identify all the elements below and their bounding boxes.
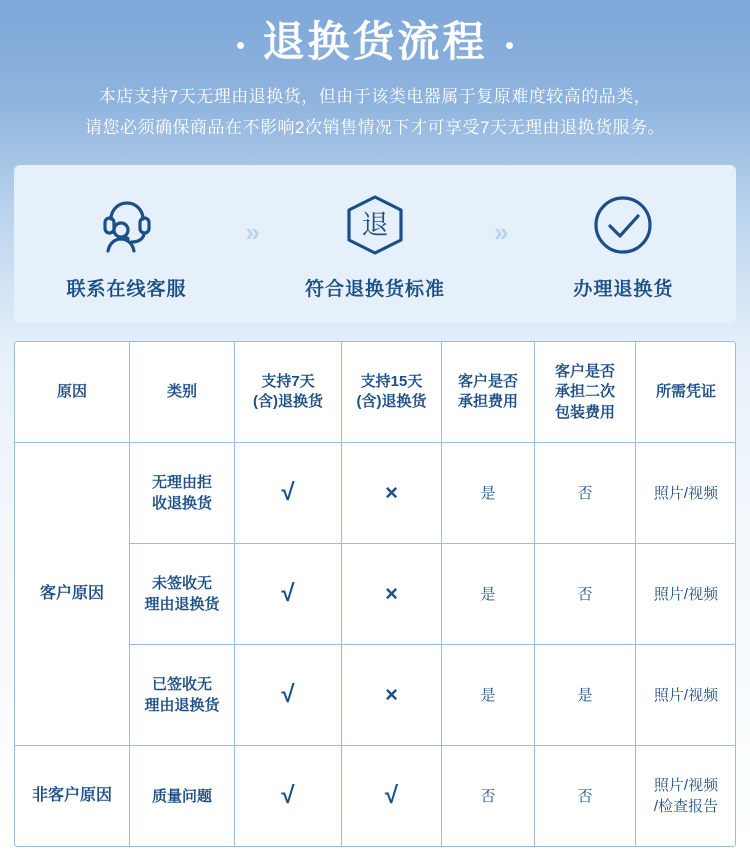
flow-step-label: 办理退换货 — [573, 278, 674, 300]
table-row — [15, 443, 736, 544]
flow-arrow-1: » — [245, 216, 256, 247]
cell-category-line2: 理由退换货 — [144, 697, 220, 715]
cell-support-7day: √ — [235, 645, 342, 746]
cell-customer-fee: 是 — [442, 443, 535, 544]
subtitle-line-2: 请您必须确保商品在不影响2次销售情况下才可享受7天无理由退换货服务。 — [85, 117, 665, 137]
col-header-repack-fee-line2: 承担二次 — [554, 383, 615, 401]
cell-required-proof-line1: 照片/视频 — [653, 686, 719, 704]
flow-step-label: 联系在线客服 — [66, 278, 187, 300]
flow-step-label: 符合退换货标准 — [304, 278, 445, 300]
page-title: 退换货流程 — [262, 18, 488, 65]
cell-category — [130, 645, 235, 746]
table-header-row — [15, 342, 736, 443]
cell-support-15day: × — [342, 645, 442, 746]
headset-support-icon — [91, 188, 163, 262]
cell-category-line1: 质量问题 — [151, 787, 212, 805]
cell-required-proof-line1: 照片/视频 — [653, 585, 719, 603]
cell-category-line2: 收退换货 — [151, 495, 212, 513]
flow-arrow-2: » — [493, 216, 505, 247]
cell-required-proof — [636, 645, 737, 746]
cell-support-7day: √ — [235, 544, 342, 645]
page-header — [0, 0, 750, 143]
title-dot-right — [506, 42, 513, 49]
cell-repack-fee: 否 — [535, 746, 636, 847]
check-circle-icon — [587, 188, 659, 262]
svg-text:退: 退 — [361, 209, 389, 240]
cell-support-15day: √ — [342, 746, 442, 847]
cell-customer-fee: 是 — [442, 645, 535, 746]
subtitle-line-1: 本店支持7天无理由退换货，但由于该类电器属于复原难度较高的品类， — [98, 87, 652, 107]
cell-customer-fee: 否 — [442, 746, 535, 847]
return-policy-table-wrapper — [14, 341, 736, 847]
col-header-support-15day — [342, 342, 442, 443]
flow-step-meet-standard — [285, 188, 465, 301]
cell-reason-customer: 客户原因 — [15, 443, 130, 746]
col-header-repack-fee-line3: 包装费用 — [554, 403, 615, 421]
cell-required-proof — [636, 443, 737, 544]
cell-support-7day: √ — [235, 746, 342, 847]
col-header-repack-fee — [535, 342, 636, 443]
col-header-category-line1: 类别 — [166, 383, 197, 401]
cell-support-7day: √ — [235, 443, 342, 544]
cell-required-proof — [636, 544, 737, 645]
cell-customer-fee: 是 — [442, 544, 535, 645]
page-subtitle — [0, 82, 750, 143]
cell-repack-fee: 否 — [535, 443, 636, 544]
title-dot-left — [237, 42, 244, 49]
cell-category-line1: 已签收无 — [151, 676, 212, 694]
cell-category-line1: 无理由拒 — [151, 474, 212, 492]
col-header-category — [130, 342, 235, 443]
cell-repack-fee: 是 — [535, 645, 636, 746]
col-header-customer-fee-line1: 客户是否 — [457, 373, 518, 391]
col-header-support-7day — [235, 342, 342, 443]
col-header-repack-fee-line1: 客户是否 — [554, 363, 615, 381]
col-header-support-7day-line2: (含)退换货 — [253, 393, 323, 411]
cell-required-proof-line1: 照片/视频 — [653, 777, 719, 795]
return-hexagon-icon — [339, 188, 411, 262]
flow-step-process-return — [533, 188, 713, 301]
cell-category-line1: 未签收无 — [151, 575, 212, 593]
title-row — [0, 18, 750, 66]
col-header-support-7day-line1: 支持7天 — [261, 373, 315, 391]
flow-panel — [14, 165, 736, 323]
col-header-reason-line1: 原因 — [56, 383, 87, 401]
return-policy-table — [15, 342, 736, 846]
cell-required-proof-line2: /检查报告 — [653, 798, 719, 816]
cell-reason-non-customer: 非客户原因 — [15, 746, 130, 847]
col-header-required-proof-line1: 所需凭证 — [655, 383, 716, 401]
cell-category — [130, 544, 235, 645]
col-header-support-15day-line1: 支持15天 — [360, 373, 423, 391]
col-header-support-15day-line2: (含)退换货 — [356, 393, 427, 411]
cell-support-15day: × — [342, 443, 442, 544]
col-header-customer-fee-line2: 承担费用 — [457, 393, 518, 411]
cell-support-15day: × — [342, 544, 442, 645]
cell-repack-fee: 否 — [535, 544, 636, 645]
cell-category — [130, 746, 235, 847]
cell-required-proof — [636, 746, 737, 847]
cell-required-proof-line1: 照片/视频 — [653, 484, 719, 502]
table-header — [15, 342, 736, 443]
flow-step-contact-service — [37, 188, 217, 301]
cell-category-line2: 理由退换货 — [144, 596, 220, 614]
table-body — [15, 443, 736, 847]
col-header-customer-fee — [442, 342, 535, 443]
table-row — [15, 746, 736, 847]
col-header-reason — [15, 342, 130, 443]
col-header-required-proof — [636, 342, 737, 443]
cell-category — [130, 443, 235, 544]
